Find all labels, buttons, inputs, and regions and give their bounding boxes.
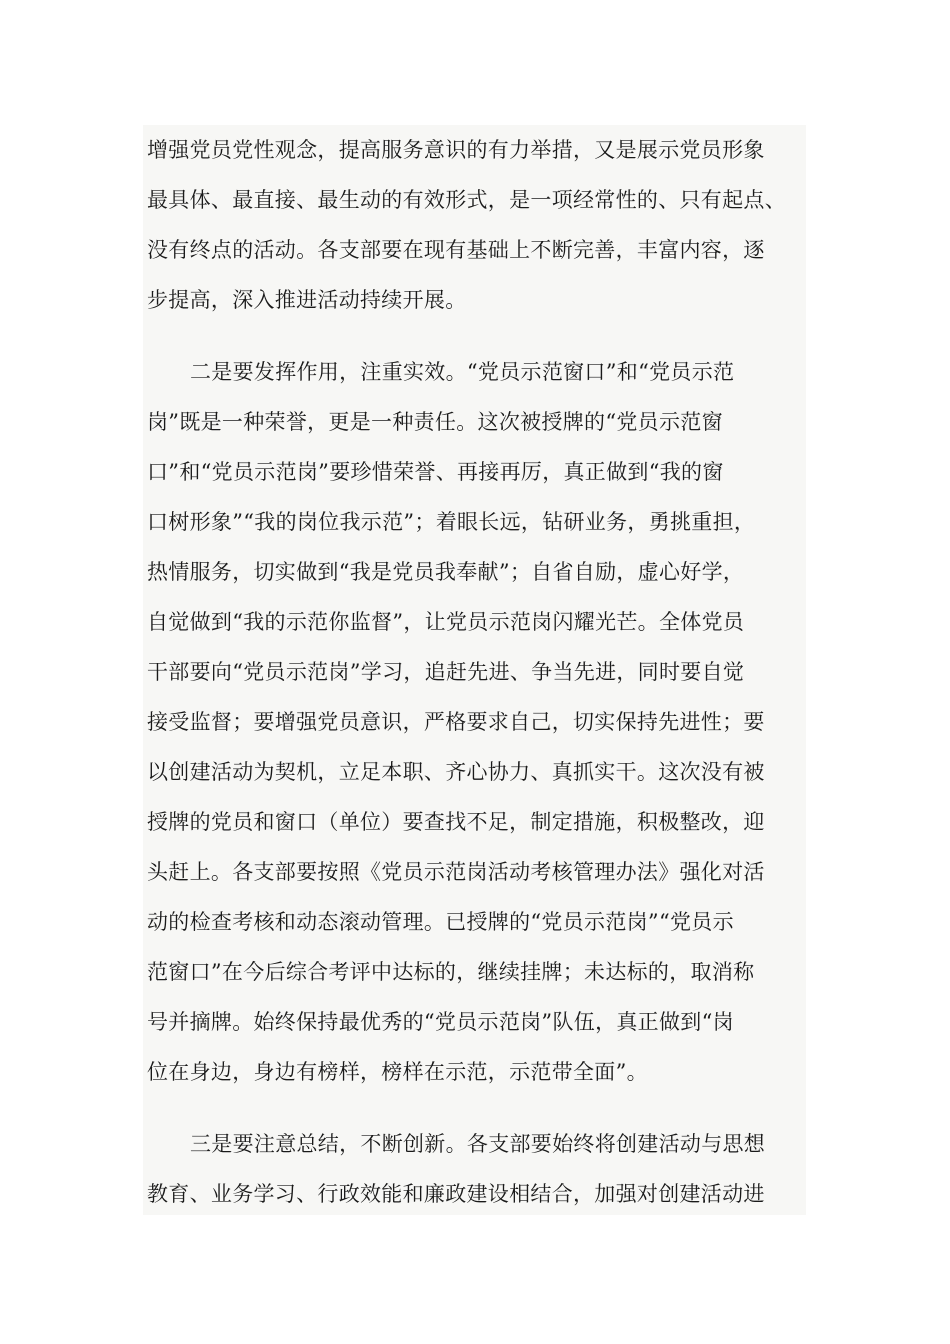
- paragraph-line: 最具体、最直接、最生动的有效形式，是一项经常性的、只有起点、: [147, 188, 786, 212]
- paragraph-line: 教育、业务学习、行政效能和廉政建设相结合，加强对创建活动进: [147, 1182, 765, 1206]
- paragraph-line: 没有终点的活动。各支部要在现有基础上不断完善，丰富内容，逐: [147, 238, 765, 262]
- paragraph-line: 授牌的党员和窗口（单位）要查找不足，制定措施，积极整改，迎: [147, 810, 765, 834]
- paragraph-line: 二是要发挥作用，注重实效。“党员示范窗口”和“党员示范: [190, 360, 735, 384]
- paragraph-line: 三是要注意总结，不断创新。各支部要始终将创建活动与思想: [190, 1132, 766, 1156]
- paragraph-line: 步提高，深入推进活动持续开展。: [147, 288, 467, 312]
- paragraph-line: 自觉做到“我的示范你监督”，让党员示范岗闪耀光芒。全体党员: [147, 610, 745, 634]
- paragraph-line: 以创建活动为契机，立足本职、齐心协力、真抓实干。这次没有被: [147, 760, 765, 784]
- paragraph-line: 干部要向“党员示范岗”学习，追赶先进、争当先进，同时要自觉: [147, 660, 745, 684]
- paragraph-line: 热情服务，切实做到“我是党员我奉献”；自省自励，虚心好学，: [147, 560, 745, 584]
- paragraph-line: 岗”既是一种荣誉，更是一种责任。这次被授牌的“党员示范窗: [147, 410, 723, 434]
- paragraph-line: 增强党员党性观念，提高服务意识的有力举措，又是展示党员形象: [147, 138, 765, 162]
- paragraph-line: 动的检查考核和动态滚动管理。已授牌的“党员示范岗”“党员示: [147, 910, 734, 934]
- paragraph-line: 口树形象”“我的岗位我示范”；着眼长远，钻研业务，勇挑重担，: [147, 510, 756, 534]
- paragraph-line: 口”和“党员示范岗”要珍惜荣誉、再接再厉，真正做到“我的窗: [147, 460, 724, 484]
- paragraph-line: 头赶上。各支部要按照《党员示范岗活动考核管理办法》强化对活: [147, 860, 765, 884]
- paragraph-line: 位在身边，身边有榜样，榜样在示范，示范带全面”。: [147, 1060, 648, 1084]
- paragraph-line: 号并摘牌。始终保持最优秀的“党员示范岗”队伍，真正做到“岗: [147, 1010, 734, 1034]
- paragraph-line: 接受监督；要增强党员意识，严格要求自己，切实保持先进性；要: [147, 710, 765, 734]
- paragraph-line: 范窗口”在今后综合考评中达标的，继续挂牌；未达标的，取消称: [147, 960, 755, 984]
